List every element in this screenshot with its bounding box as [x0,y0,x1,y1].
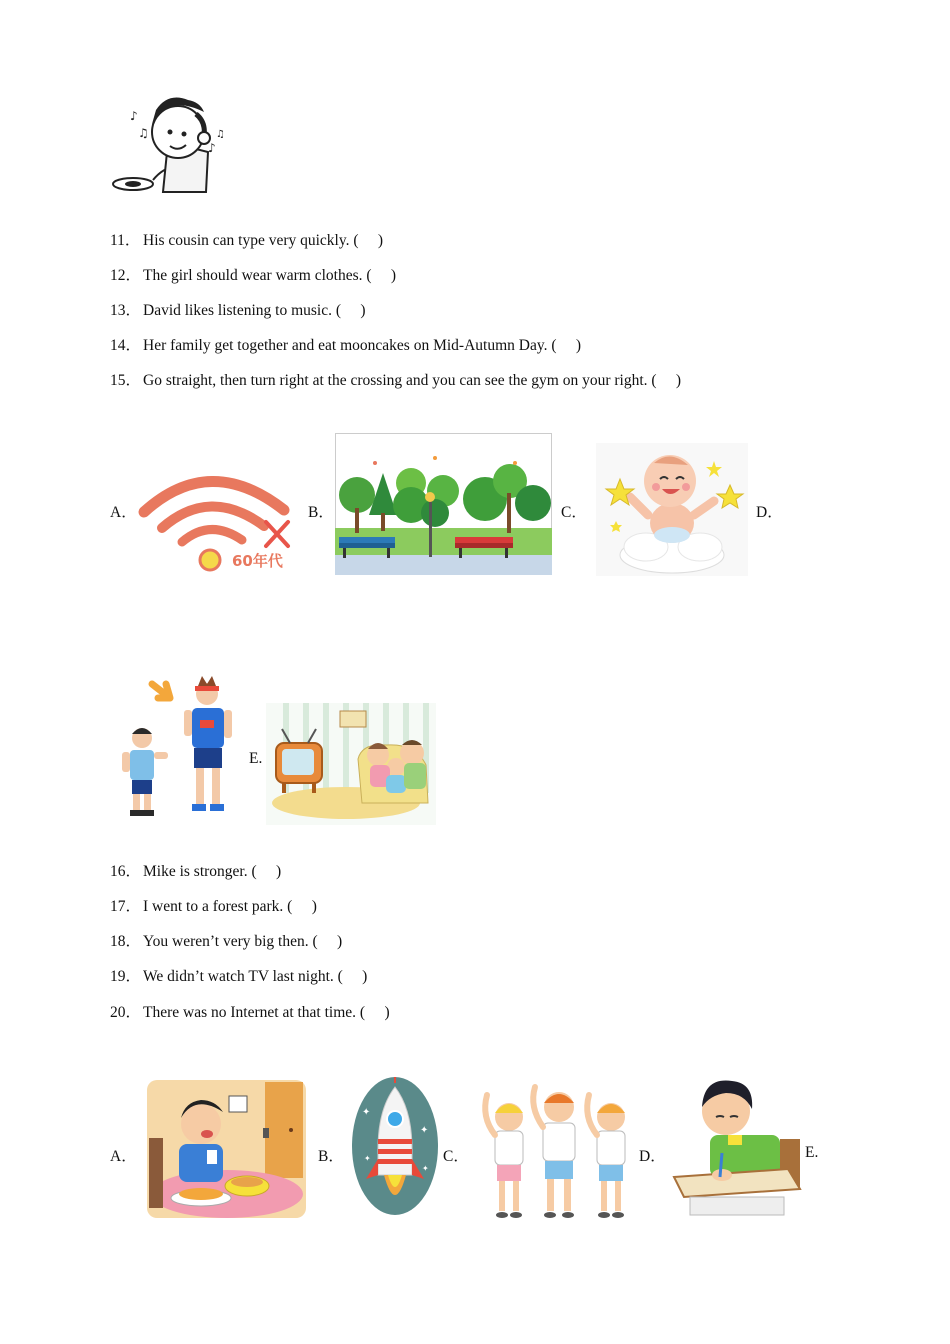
wifi-crossed-illustration [138,470,298,575]
question-18: 18． You weren’t very big then. ( ) [110,933,343,950]
baby-on-cloud-illustration [596,443,748,576]
option-label-e: E. [249,750,263,767]
svg-text:✦: ✦ [422,1164,429,1173]
option-label-d-2: D． [639,1148,666,1165]
question-16: 16． Mike is stronger. ( ) [110,863,282,880]
question-13: 13． David likes listening to music. ( ) [110,302,366,319]
family-watching-tv-illustration [266,703,436,825]
boy-writing-at-desk-illustration [670,1073,805,1218]
svg-text:♪: ♪ [208,141,216,155]
option-label-e-2: E. [805,1144,819,1161]
question-20: 20． There was no Internet at that time. ( ) [110,1004,390,1021]
svg-text:✦: ✦ [420,1125,429,1136]
boy-listening-music-illustration [108,92,233,197]
svg-text:♫: ♫ [138,126,149,140]
wifi-caption: 60年代 [232,552,283,570]
option-label-c-2: C． [443,1148,469,1165]
rocket-illustration [350,1075,440,1217]
tall-and-short-boys-illustration [112,676,242,821]
park-illustration [335,433,552,575]
question-12: 12． The girl should wear warm clothes. ( ) [110,267,397,284]
svg-text:♫: ♫ [216,129,225,140]
option-label-c: C． [561,504,587,521]
question-15: 15． Go straight, then turn right at the crossing and you can see the gym on your right. ( ) [110,372,682,389]
question-11: 11． His cousin can type very quickly. ( ) [110,232,384,249]
boy-eating-breakfast-illustration [145,1078,308,1220]
option-label-b: B． [308,504,334,521]
option-label-d: D． [756,504,783,521]
option-label-a-2: A． [110,1148,137,1165]
svg-text:✦: ✦ [362,1107,371,1118]
svg-text:✦: ✦ [364,1154,371,1163]
question-19: 19． We didn’t watch TV last night. ( ) [110,968,368,985]
children-exercising-illustration [475,1077,643,1222]
svg-text:♪: ♪ [130,109,138,123]
option-label-b-2: B． [318,1148,344,1165]
question-14: 14． Her family get together and eat mooncakes on Mid-Autumn Day. ( ) [110,337,582,354]
question-17: 17． I went to a forest park. ( ) [110,898,317,915]
option-label-a: A． [110,504,137,521]
